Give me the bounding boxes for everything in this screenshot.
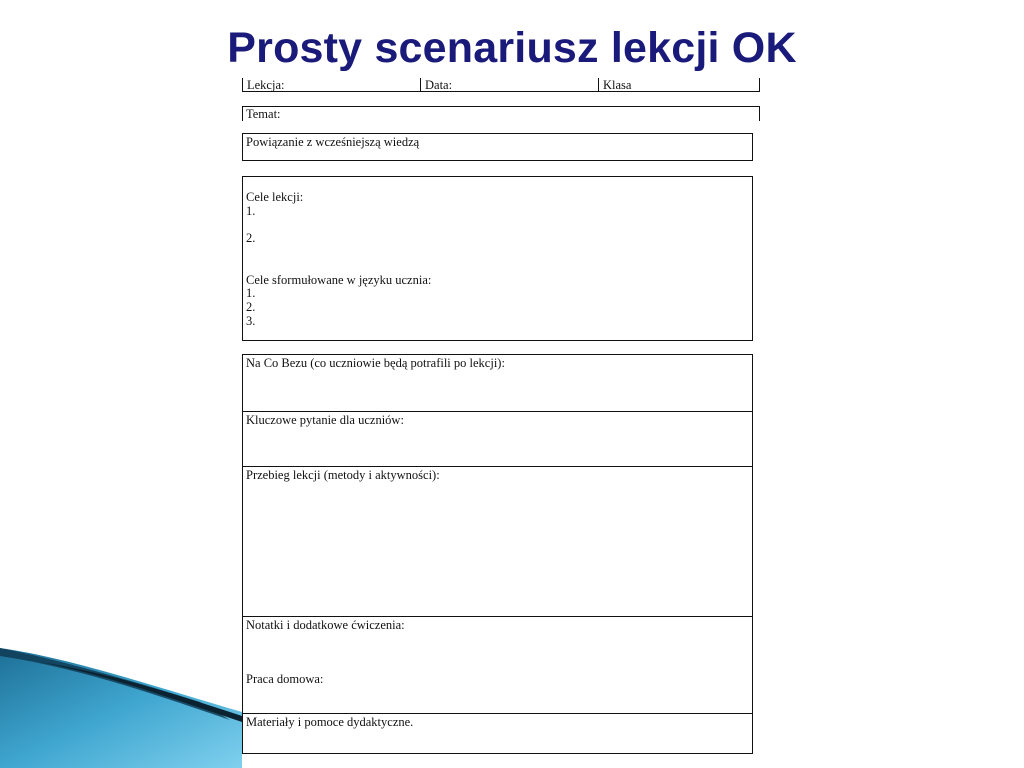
klasa-label: Klasa (603, 78, 632, 92)
section-nacobezu (243, 355, 752, 411)
section-przebieg (243, 466, 752, 616)
section-materialy (243, 713, 752, 753)
przebieg-label: Przebieg lekcji (metody i aktywności): (246, 468, 440, 482)
cele-item-1: 1. (246, 204, 256, 218)
temat-box (242, 106, 760, 121)
nacobezu-label: Na Co Bezu (co uczniowie będą potrafili po lekcji): (246, 356, 505, 370)
powiazanie-box (242, 133, 753, 161)
materialy-label: Materiały i pomoce dydaktyczne. (246, 715, 414, 729)
cele-item-2: 2. (246, 231, 256, 245)
cele-student-heading: Cele sformułowane w języku ucznia: (246, 273, 432, 287)
section-notatki (243, 616, 752, 713)
cele-student-item-2: 2. (246, 300, 256, 314)
cele-student-item-3: 3. (246, 314, 256, 328)
praca-label: Praca domowa: (246, 672, 324, 686)
klasa-cell (599, 78, 759, 91)
cele-student-item-1: 1. (246, 286, 256, 300)
kluczowe-label: Kluczowe pytanie dla uczniów: (246, 413, 404, 427)
sections-table (242, 354, 753, 754)
powiazanie-label: Powiązanie z wcześniejszą wiedzą (246, 135, 420, 149)
header-row (242, 78, 760, 92)
notatki-label: Notatki i dodatkowe ćwiczenia: (246, 618, 405, 632)
data-cell (421, 78, 599, 91)
decorative-swoosh (0, 640, 242, 768)
lesson-plan-form (242, 78, 762, 768)
section-kluczowe (243, 411, 752, 466)
cele-box (242, 176, 753, 341)
lekcja-cell (243, 78, 421, 91)
cele-heading: Cele lekcji: (246, 190, 304, 204)
temat-label: Temat: (246, 107, 281, 121)
data-label: Data: (425, 78, 453, 92)
slide-title: Prosty scenariusz lekcji OK (227, 24, 797, 72)
lekcja-label: Lekcja: (247, 78, 285, 92)
